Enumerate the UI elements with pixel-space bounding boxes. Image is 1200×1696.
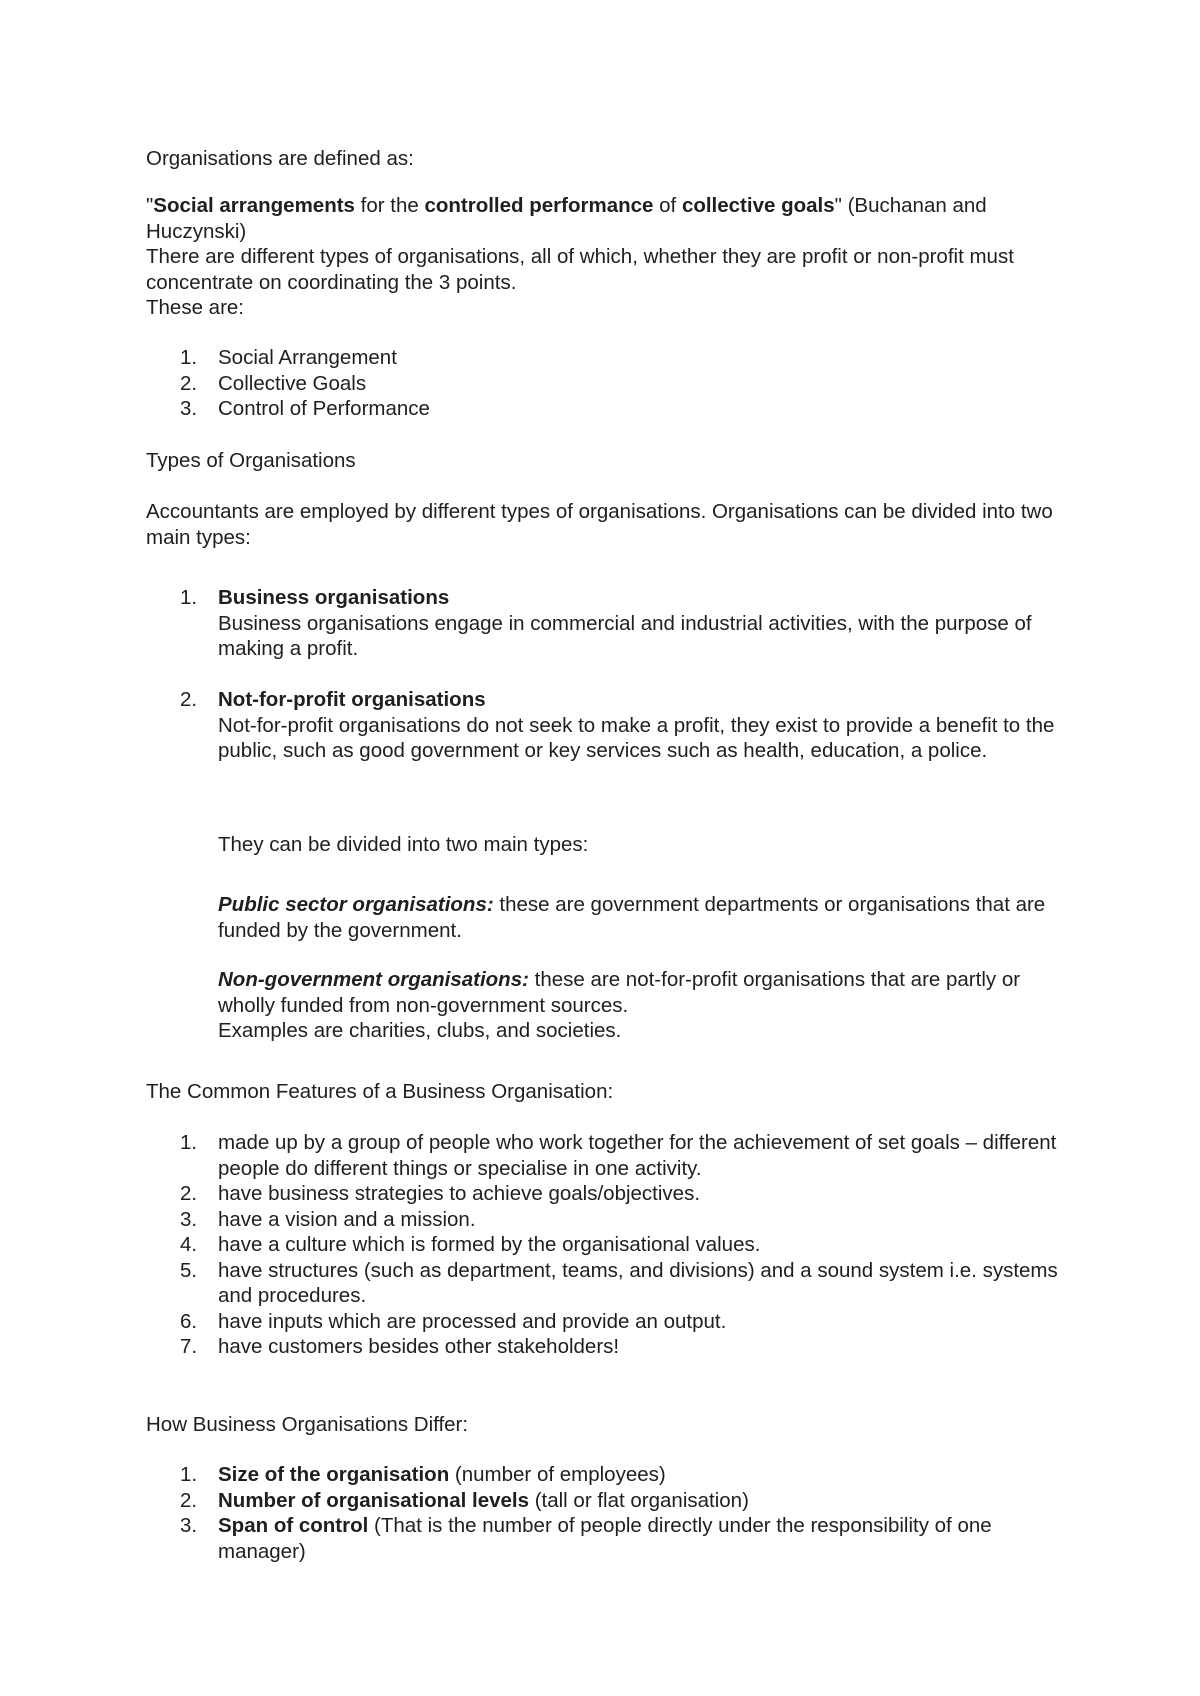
list-item: 5. have structures (such as department, teams, and divisions) and a sound system i.e. systems and procedures.	[180, 1258, 1058, 1307]
points-list	[146, 345, 1066, 422]
business-organisations-title: Business organisations	[218, 586, 450, 609]
list-item: 3. have a vision and a mission.	[180, 1207, 476, 1231]
list-item: 1. Size of the organisation (number of employees)	[180, 1463, 666, 1486]
ngo-paragraph: Non-government organisations: these are not-for-profit organisations that are partly or wholly funded from non-government sources.	[218, 968, 1021, 1017]
list-item: 3. Control of Performance	[180, 397, 430, 420]
intro-heading: Organisations are defined as:	[146, 147, 414, 170]
not-for-profit-title: Not-for-profit organisations	[218, 688, 486, 711]
not-for-profit-desc: Not-for-profit organisations do not seek to make a profit, they exist to provide a benefit to the public, such as good government or key services such as health, education, a police.	[218, 713, 1055, 762]
types-list-continued	[146, 687, 1066, 764]
differ-heading: How Business Organisations Differ:	[146, 1413, 469, 1436]
examples-line: Examples are charities, clubs, and societies.	[218, 1019, 622, 1042]
types-list	[146, 585, 1066, 662]
types-paragraph: Accountants are employed by different types of organisations. Organisations can be divided into two main types:	[146, 500, 1053, 549]
definition-quote: "Social arrangements for the controlled performance of collective goals" (Buchanan and Huczynski)	[146, 194, 987, 243]
list-item: 2. Number of organisational levels (tall or flat organisation)	[180, 1488, 749, 1512]
term-controlled-performance: controlled performance	[424, 194, 654, 217]
ngo-label: Non-government organisations:	[218, 968, 529, 991]
features-list	[146, 1130, 1066, 1360]
list-item: 1. made up by a group of people who work together for the achievement of set goals – different people do different things or specialise in one activity.	[180, 1131, 1057, 1180]
intro-paragraph: There are different types of organisations, all of which, whether they are profit or non-profit must concentrate on coordinating the 3 points.	[146, 245, 1014, 294]
list-item: 6. have inputs which are processed and provide an output.	[180, 1309, 727, 1333]
list-item: 2. have business strategies to achieve goals/objectives.	[180, 1182, 701, 1205]
these-are-label: These are:	[146, 296, 244, 319]
list-item: 4. have a culture which is formed by the organisational values.	[180, 1233, 761, 1256]
list-item: 2. Collective Goals	[180, 371, 367, 395]
differ-list	[146, 1462, 1066, 1564]
business-organisations-desc: Business organisations engage in commercial and industrial activities, with the purpose of making a profit.	[218, 611, 1032, 660]
public-sector-label: Public sector organisations:	[218, 893, 494, 916]
term-social-arrangements: Social arrangements	[153, 194, 355, 217]
list-item: 7. have customers besides other stakeholders!	[180, 1335, 620, 1358]
features-heading: The Common Features of a Business Organisation:	[146, 1080, 614, 1103]
term-collective-goals: collective goals	[681, 194, 835, 217]
list-item: 2. Not-for-profit organisations Not-for-profit organisations do not seek to make a profit, they exist to provide a benefit to the public, such as good government or key services such as health, education, a police.	[146, 687, 1066, 764]
sub-types-intro: They can be divided into two main types:	[218, 833, 589, 856]
list-item: 3. Span of control (That is the number of people directly under the responsibility of one manager)	[180, 1514, 992, 1563]
list-item: 1. Social Arrangement	[180, 346, 397, 369]
list-item: 1. Business organisations Business organisations engage in commercial and industrial activities, with the purpose of making a profit.	[146, 585, 1066, 662]
public-sector-paragraph: Public sector organisations: these are government departments or organisations that are funded by the government.	[218, 893, 1046, 942]
types-heading: Types of Organisations	[146, 449, 356, 472]
